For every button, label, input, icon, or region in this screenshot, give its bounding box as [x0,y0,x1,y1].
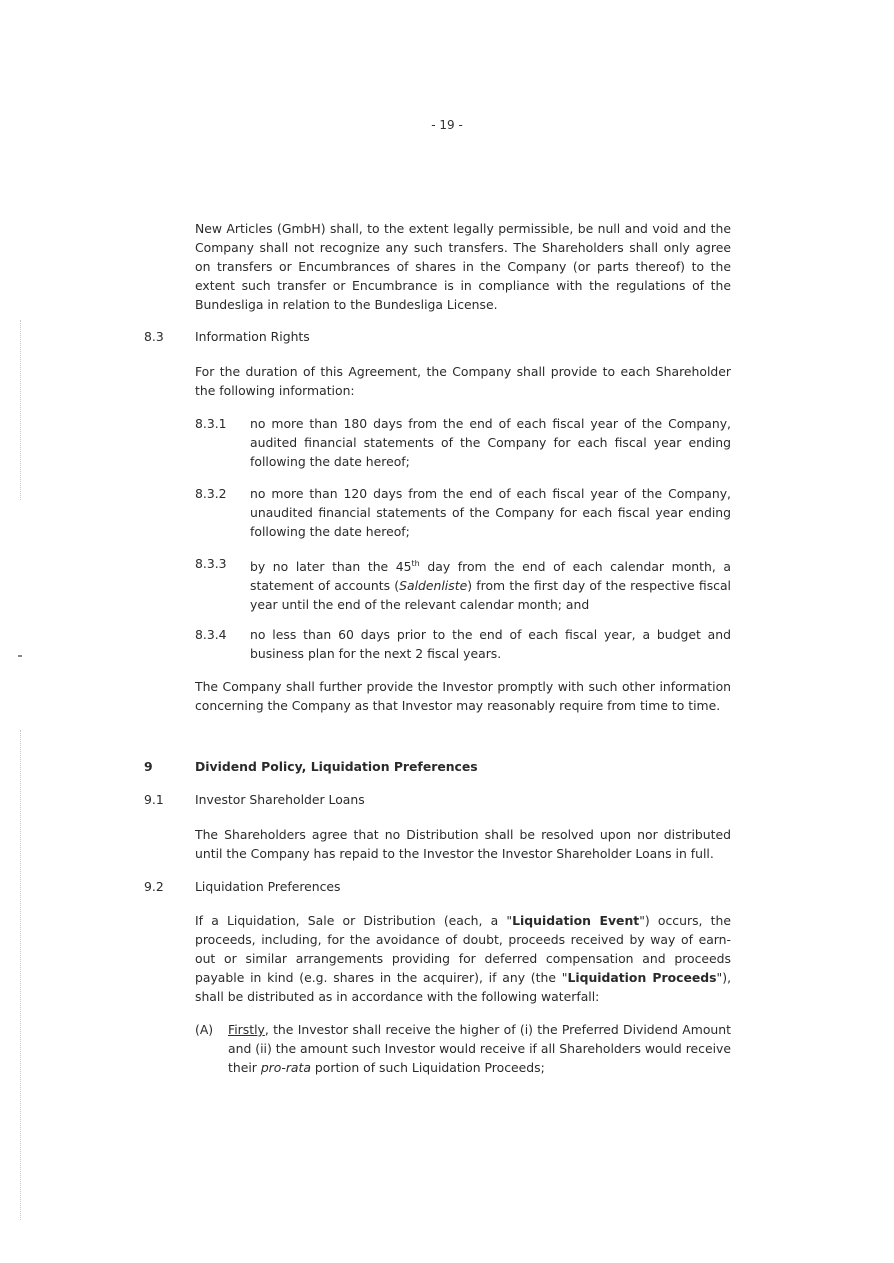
item-number: 8.3.4 [195,627,227,642]
margin-scan-line [20,730,21,1220]
section-number: 9.2 [144,879,164,894]
item-text-part: portion of such Liquidation Proceeds; [310,1060,545,1075]
defined-term: Liquidation Proceeds [567,970,717,985]
section-intro: For the duration of this Agreement, the Company shall provide to each Shareholder the following information: [195,364,731,398]
item-text-part: day from the end of each calendar month, a statement of accounts ( [250,559,731,594]
item-text: no more than 180 days from the end of each fiscal year of the Company, audited financial statements of the Company for each fiscal year ending following the date hereof; [250,416,731,469]
item-text-part: by no later than the 45 [250,559,412,575]
item-text [228,1020,731,1077]
section-number: 9 [144,759,153,774]
defined-term: Liquidation Event [512,913,640,928]
page-number: - 19 - [431,118,463,132]
item-text: no less than 60 days prior to the end of each fiscal year, a budget and business plan for the next 2 fiscal years. [250,627,731,661]
text-part: ") occurs, the proceeds, including, for the avoidance of doubt, proceeds received by way of earn-out or similar arrangements providing for deferred compensation and proceeds payable in kind (e.g. shares in the acquirer), if any (the " [195,913,731,985]
item-number: 8.3.2 [195,486,227,501]
margin-scan-line [20,320,21,500]
text-part: "), shall be distributed as in accordance with the following waterfall: [195,970,732,1004]
item-text-part: , the Investor shall receive the higher of (i) the Preferred Dividend Amount and (ii) the amount such Investor would receive if all Shareholders would receive their [228,1022,731,1075]
section-number: 9.1 [144,792,164,807]
section-text: The Shareholders agree that no Distribution shall be resolved upon nor distributed until the Company has repaid to the Investor the Investor Shareholder Loans in full. [195,827,731,861]
item-label: (A) [195,1022,214,1037]
underlined-term: Firstly [228,1022,265,1037]
italic-term: pro-rata [260,1060,311,1075]
item-number: 8.3.3 [195,556,227,571]
section-closing: The Company shall further provide the Investor promptly with such other information concerning the Company as that Investor may reasonably require from time to time. [195,679,731,713]
section-title: Liquidation Preferences [195,879,341,894]
item-number: 8.3.1 [195,416,227,431]
item-text: no more than 120 days from the end of each fiscal year of the Company, unaudited financial statements of the Company for each fiscal year ending following the date hereof; [250,486,731,539]
item-text-part: ) from the first day of the respective fiscal year until the end of the relevant calendar month; and [250,578,731,613]
continuation-paragraph: New Articles (GmbH) shall, to the extent legally permissible, be null and void and the Company shall not recognize any such transfers. The Shareholders shall only agree on transfers or Encumbrances of shares in the Company (or parts thereof) to the extent such transfer or Encumbrance is in compliance with the regulations of the Bundesliga in relation to the Bundesliga License. [195,221,731,312]
section-title: Dividend Policy, Liquidation Preferences [195,759,478,774]
margin-scan-mark [18,655,22,657]
italic-term: Saldenliste [399,578,468,594]
ordinal-suffix: th [411,559,420,568]
section-title: Investor Shareholder Loans [195,792,365,807]
text-part: If a Liquidation, Sale or Distribution (each, a " [195,913,513,928]
item-text [250,554,731,614]
section-title: Information Rights [195,329,310,344]
section-number: 8.3 [144,329,164,344]
section-text [195,911,731,1006]
